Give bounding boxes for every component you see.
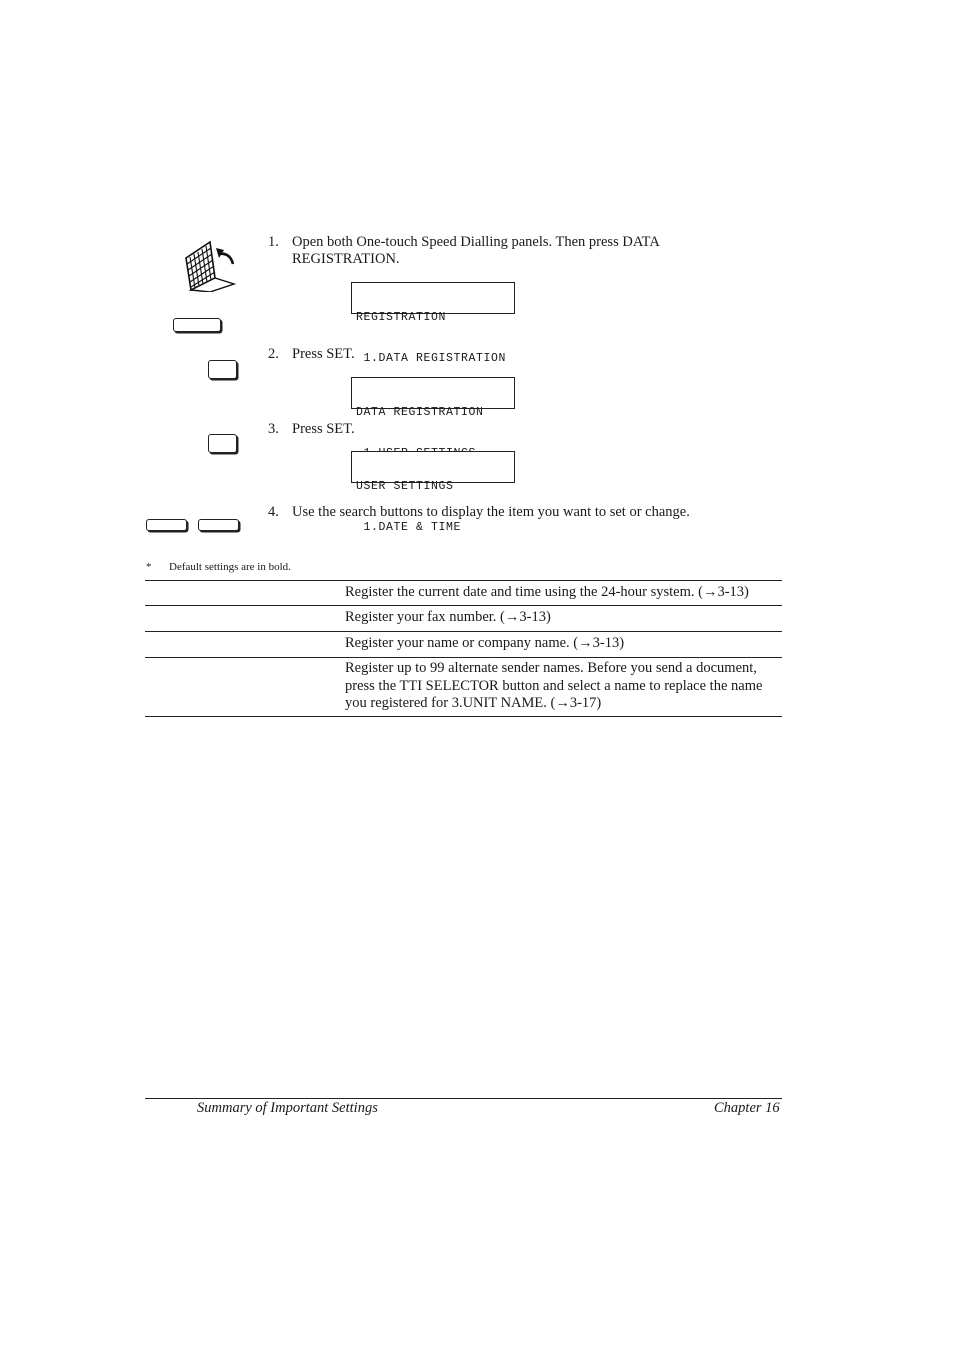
step-4-text: Use the search buttons to display the item you want to set or change. bbox=[292, 504, 690, 520]
open-panel-icon bbox=[182, 236, 242, 292]
set-key-icon bbox=[208, 434, 237, 453]
set-key-icon bbox=[208, 360, 237, 379]
step-2-text: Press SET. bbox=[292, 346, 355, 362]
table-row-1-description: Register the current date and time using the 24-hour system. (→3-13) bbox=[345, 584, 749, 600]
table-row-4-description: Register up to 99 alternate sender names. Before you send a document, press the TTI SELECTOR button and select a name to replace the name you registered for 3.UNIT NAME. (→3-17) bbox=[345, 660, 763, 711]
step-3-number: 3. bbox=[268, 421, 279, 437]
table-row-3-description: Register your name or company name. (→3-13) bbox=[345, 635, 625, 651]
step-2-number: 2. bbox=[268, 346, 279, 362]
step-3-text: Press SET. bbox=[292, 421, 355, 437]
footer-chapter: Chapter 16 bbox=[714, 1100, 780, 1116]
table-top-rule bbox=[145, 580, 782, 581]
search-left-key-icon bbox=[146, 519, 187, 531]
lcd-display-2 bbox=[351, 377, 515, 419]
table-bottom-rule bbox=[145, 716, 782, 717]
table-row-2-description: Register your fax number. (→3-13) bbox=[345, 609, 551, 625]
step-1-text-line2: REGISTRATION. bbox=[292, 251, 400, 267]
lcd-display-2-line1: DATA REGISTRATION bbox=[356, 406, 484, 419]
lcd-display-1 bbox=[351, 282, 515, 365]
step-1-text bbox=[292, 234, 752, 268]
lcd-display-1-line1: REGISTRATION bbox=[356, 311, 447, 324]
step-1-text-line1: Open both One-touch Speed Dialling panels. Then press DATA bbox=[292, 234, 660, 250]
footer-rule bbox=[145, 1098, 782, 1099]
step-4-number: 4. bbox=[268, 504, 279, 520]
lcd-display-1-line2: 1.DATA REGISTRATION bbox=[356, 351, 507, 365]
footnote-mark: * bbox=[146, 561, 152, 573]
table-row-divider bbox=[145, 605, 782, 606]
lcd-display-3 bbox=[351, 451, 515, 534]
table-row-divider bbox=[145, 631, 782, 632]
lcd-display-3-line1: USER SETTINGS bbox=[356, 480, 454, 493]
data-registration-key-icon bbox=[173, 318, 221, 332]
footnote-text: Default settings are in bold. bbox=[169, 561, 291, 573]
lcd-display-3-line2: 1.DATE & TIME bbox=[356, 520, 462, 534]
search-right-key-icon bbox=[198, 519, 239, 531]
footer-section-title: Summary of Important Settings bbox=[197, 1100, 378, 1116]
step-1-number: 1. bbox=[268, 234, 279, 250]
table-row-divider bbox=[145, 657, 782, 658]
